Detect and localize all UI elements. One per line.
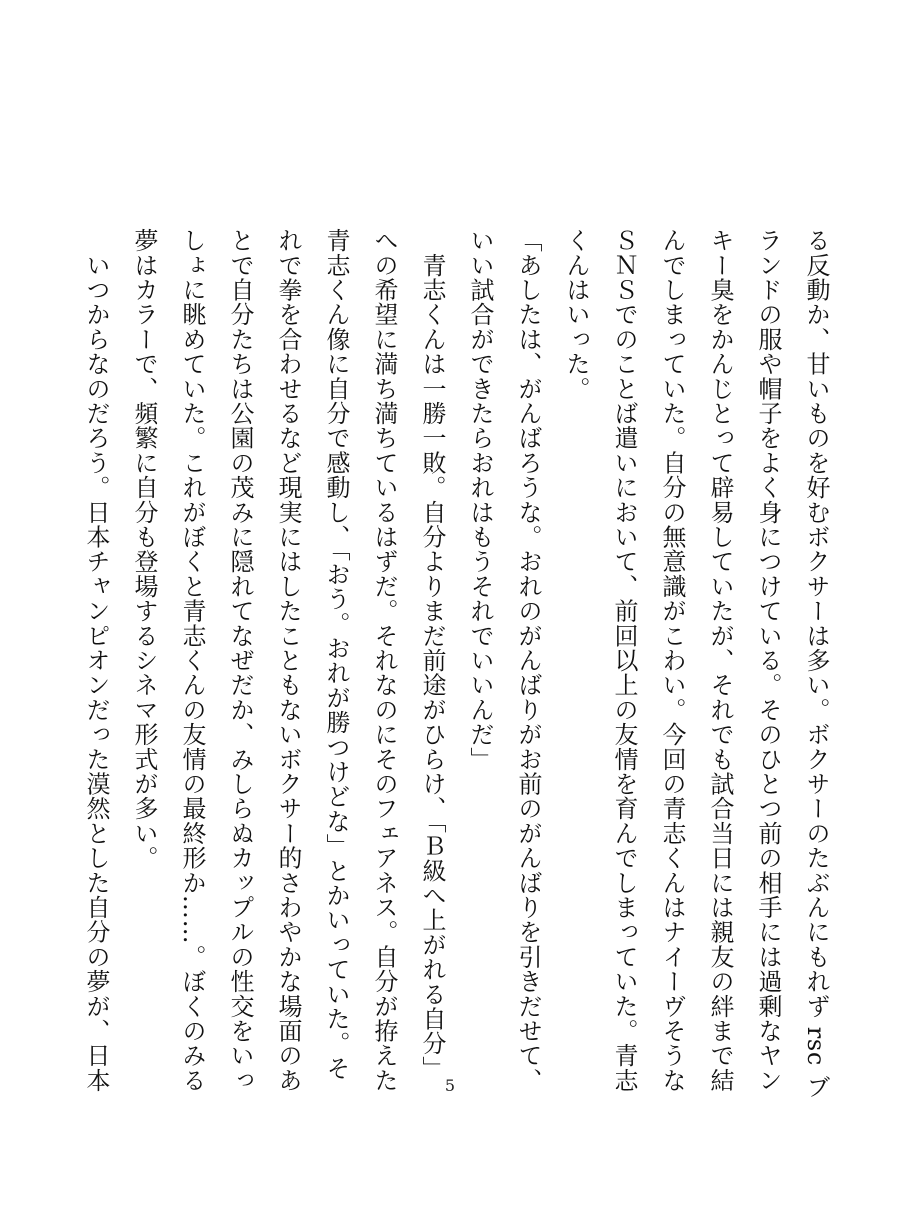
text-line-16: いつからなのだろう。日本チャンピオンだった漠然とした自分の夢が、日本 [82,228,110,1093]
vertical-text-body [50,228,840,1100]
text-line-4: んでしまっていた。自分の無意識がこわい。今回の青志くんはナイーヴそうな [658,228,686,1093]
page-number: 5 [444,1076,456,1095]
text-line-10: への希望に満ち満ちているはずだ。それなのにそのフェアネス。自分が拵えた [370,228,398,1093]
text-line-5: ＳＮＳでのことば遣いにおいて、前回以上の友情を育んでしまっていた。青志 [610,228,638,1093]
text-line-11: 青志くん像に自分で感動し、「おう。おれが勝つけどな」とかいっていた。そ [322,228,350,1081]
text-line-9: 青志くんは一勝一敗。自分よりまだ前途がひらけ、「Ｂ級へ上がれる自分」 [418,228,446,1081]
text-line-1: る反動か、甘いものを好むボクサーは多い。ボクサーのたぶんにもれず rsc ブ [802,228,830,1100]
text-line-13: とで自分たちは公園の茂みに隠れてなぜだか、みしらぬカップルの性交をいっ [226,228,254,1093]
text-line-3: キー臭をかんじとって辟易していたが、それでも試合当日には親友の絆まで結 [706,228,734,1093]
text-line-6: くんはいった。 [562,228,590,401]
text-line-8: いい試合ができたらおれはもうそれでいいんだ」 [466,228,494,772]
text-line-12: れで拳を合わせるなど現実にはしたこともないボクサー的さわやかな場面のあ [274,228,302,1093]
text-line-14: しょに眺めていた。これがぼくと青志くんの友情の最終形か……。ぼくのみる [178,228,206,1093]
text-line-7: 「あしたは、がんばろうな。おれのがんばりがお前のがんばりを引きだせて、 [514,228,542,1093]
text-line-15: 夢はカラーで、頻繁に自分も登場するシネマ形式が多い。 [130,228,158,871]
text-line-2: ランドの服や帽子をよく身につけている。そのひとつ前の相手には過剰なヤン [754,228,782,1093]
